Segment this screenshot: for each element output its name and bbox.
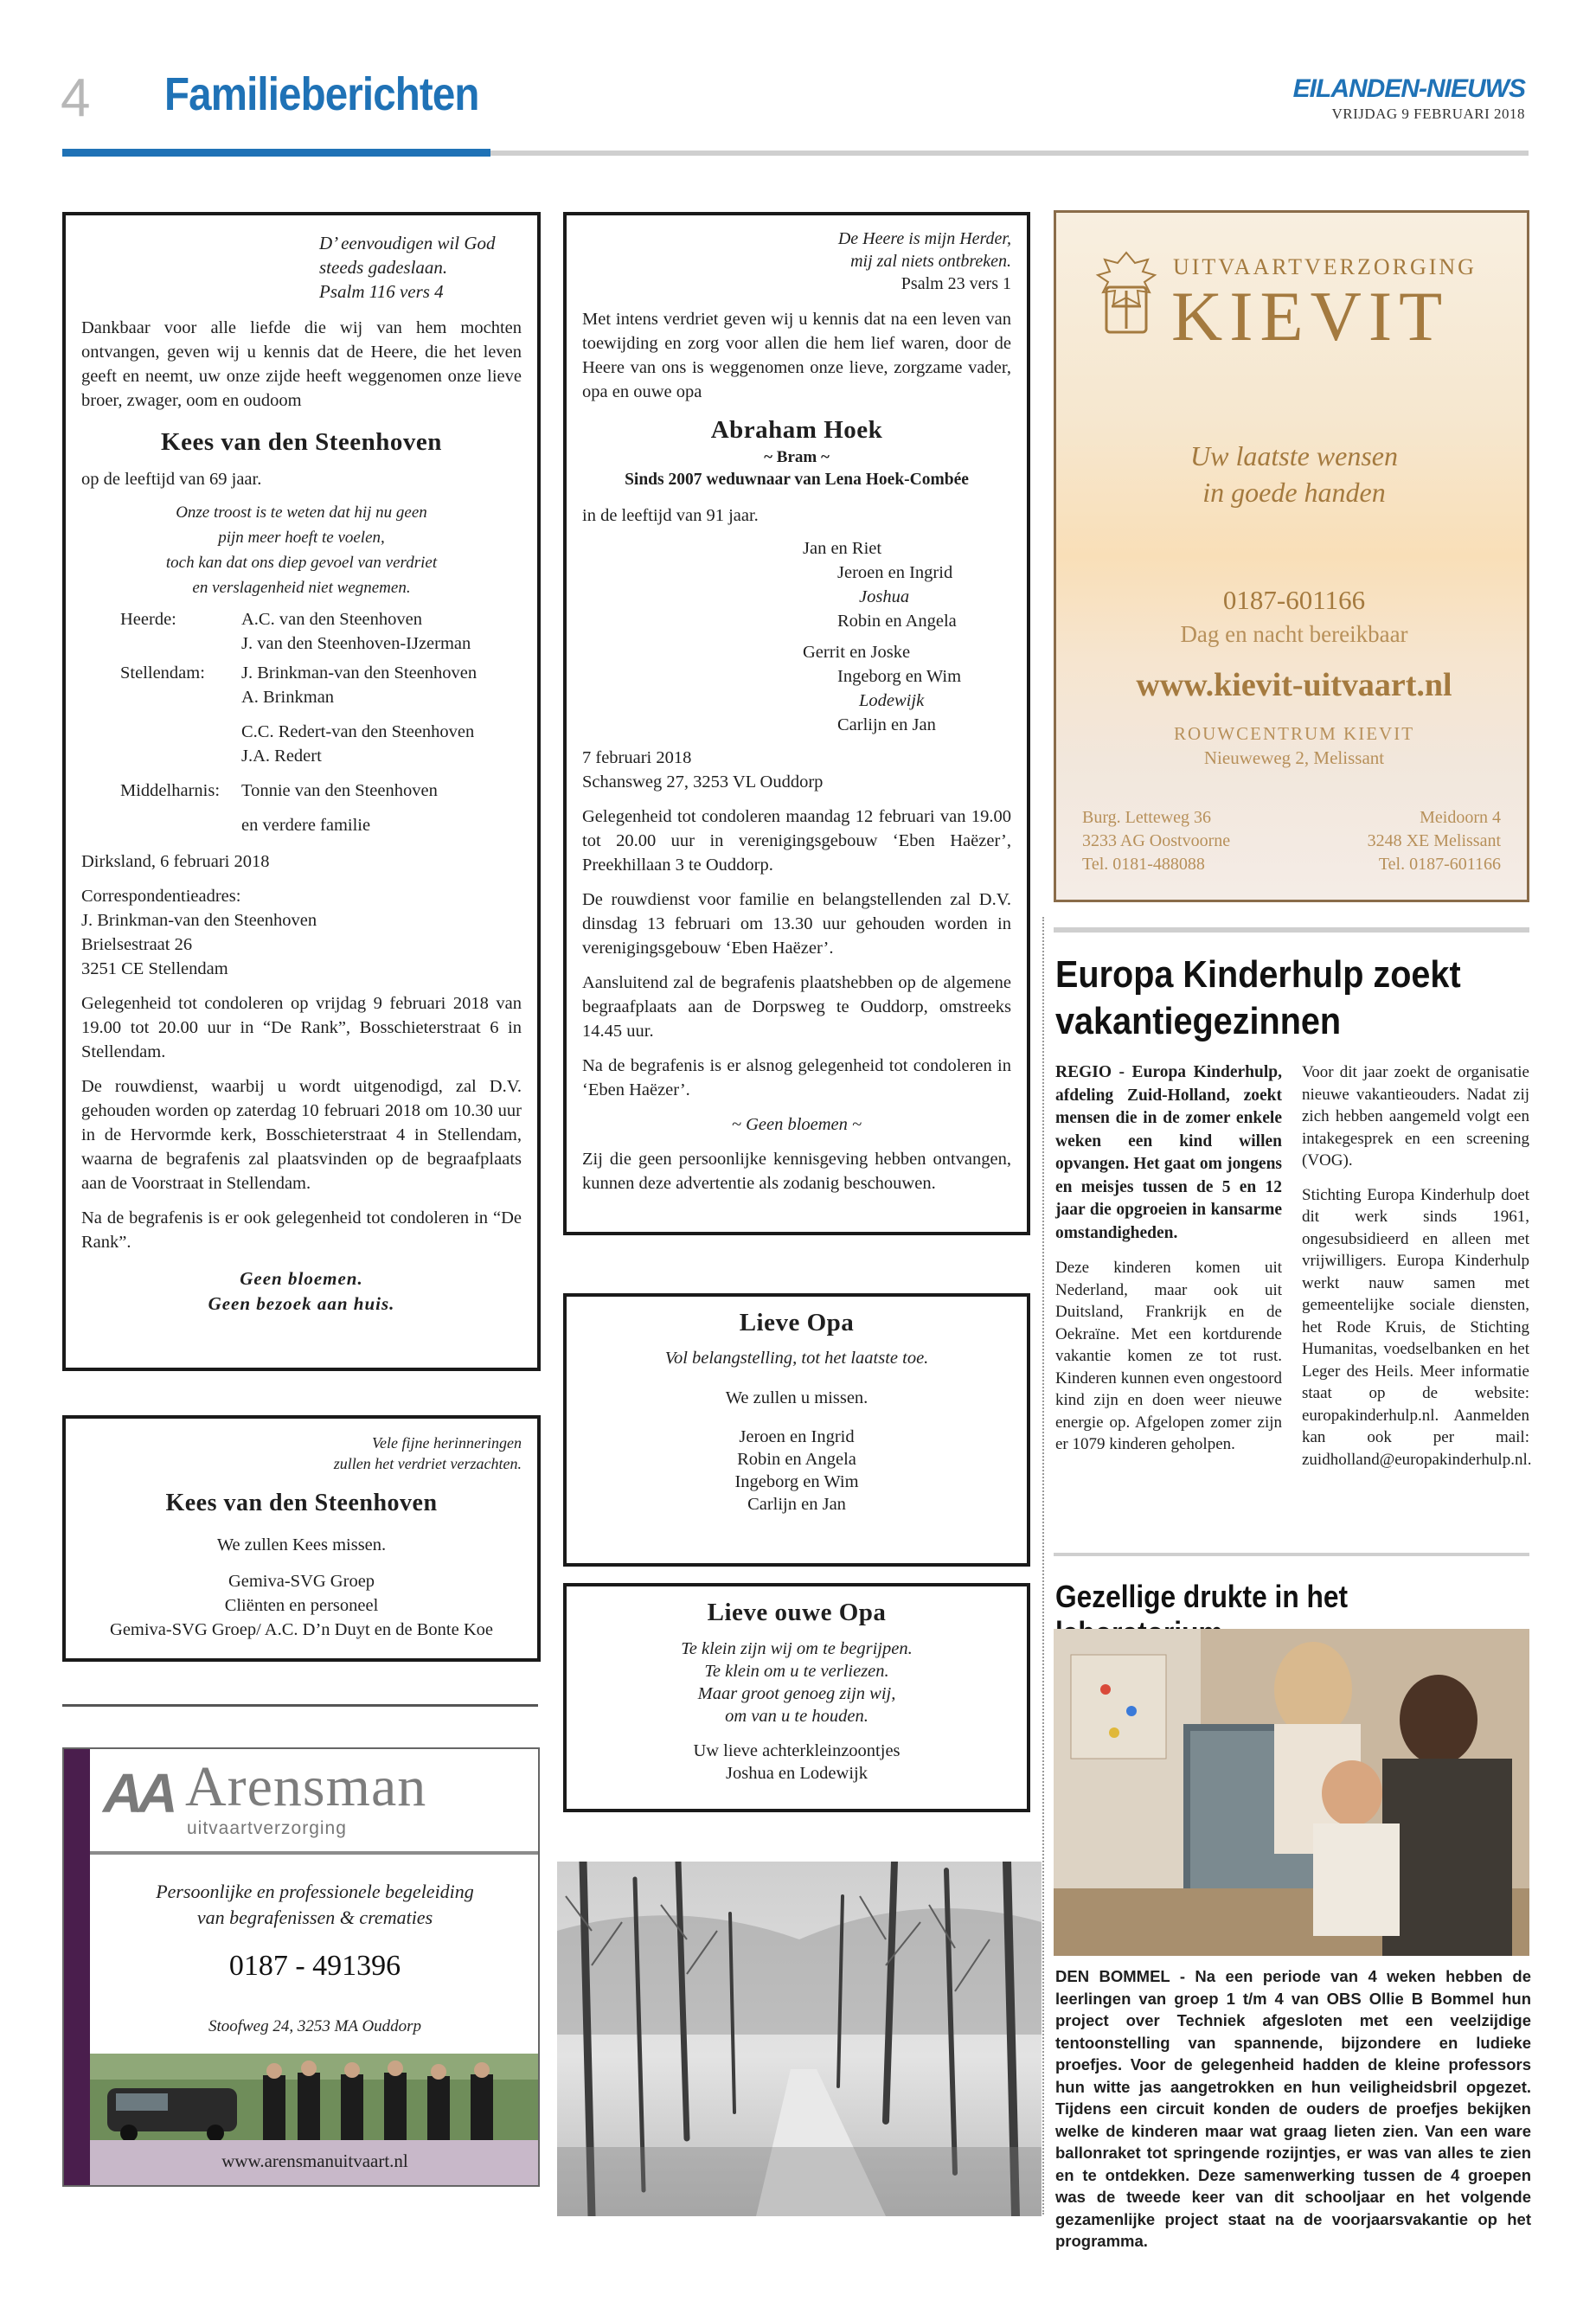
condolence-notice-gemiva (62, 1415, 541, 1662)
kievit-advertisement (1054, 210, 1529, 902)
poem-line: Maar groot genoeg zijn wij, (697, 1684, 896, 1703)
family-name: Carlijn en Jan (837, 715, 936, 734)
deceased-age: op de leeftijd van 69 jaar. (81, 470, 262, 489)
deceased-name: Abraham Hoek (710, 416, 883, 444)
article-column-left (1055, 1061, 1282, 1456)
notice-signatories (81, 1569, 522, 1642)
signatory-line: Ingeborg en Wim (734, 1472, 859, 1491)
article-paragraph: Stichting Europa Kinderhulp doet dit werk sinds 1961, ongesubsidieerd en alleen met vrijwilligers. Europa Kinderhulp werkt nauw samen met gemeentelijke sociale diensten, het Rode Kruis, de Stichting Humanitas, voedselbanken en het Leger des Heils. Meer informatie staat op de website: europakinderhulp.nl. Aanmelden kan ook per mail: zuidholland@europakinderhulp.nl. (1302, 1185, 1532, 1469)
family-name: A.C. van den Steenhoven (241, 610, 422, 629)
notice-verse (582, 228, 1011, 295)
verse-line: D’ eenvoudigen wil God (319, 233, 496, 253)
headline-line: Europa Kinderhulp zoekt (1055, 953, 1461, 996)
newspaper-logo: EILANDEN-NIEUWS (1292, 74, 1525, 103)
family-list (582, 536, 1011, 737)
arensman-name: Arensman (185, 1755, 427, 1818)
section-title: Familieberichten (164, 68, 479, 120)
verse-line: mij zal niets ontbreken. (850, 252, 1011, 271)
place-date: Dirksland, 6 februari 2018 (81, 852, 270, 871)
signatory-line: Joshua en Lodewijk (726, 1764, 868, 1783)
tribute-title: Lieve Opa (739, 1309, 855, 1336)
family-name: C.C. Redert-van den Steenhoven (241, 722, 475, 741)
signatory-line: Gemiva-SVG Groep (228, 1572, 375, 1591)
arensman-sub: uitvaartverzorging (187, 1818, 347, 1838)
kievit-name: KIEVIT (1171, 277, 1450, 356)
family-name: Jeroen en Ingrid (837, 563, 953, 582)
arensman-tagline (90, 1879, 540, 1931)
address-line: Correspondentieadres: (81, 887, 241, 906)
address-line: Tel. 0181-488088 (1082, 855, 1205, 874)
deceased-name: Kees van den Steenhoven (165, 1490, 438, 1516)
address-line: Meidoorn 4 (1420, 808, 1501, 827)
header-rule (490, 151, 1529, 156)
article-headline: Gezellige drukte in het (1055, 1579, 1349, 1614)
signatory-line: Carlijn en Jan (747, 1495, 846, 1514)
page-number: 4 (61, 68, 91, 128)
service-info: De rouwdienst, waarbij u wordt uitgenodigd, zal D.V. gehouden worden op zaterdag 10 februari 2018 om 10.30 uur in de Hervormde kerk, Bosschieterstraat 4 in Stellendam, waarna de begrafenis zal plaatsvinden op de begraafplaats aan de Voorstraat in Stellendam. (81, 1077, 522, 1193)
family-place: Stellendam: (120, 663, 205, 683)
condolence-info: Gelegenheid tot condoleren maandag 12 februari van 19.00 tot 20.00 uur in verenigingsgebouw ‘Eben Haëzer’, Preekhillaan 3 te Ouddorp. (582, 807, 1011, 875)
photo-caption: DEN BOMMEL - Na een periode van 4 weken hebben de leerlingen van groep 1 t/m 4 van OBS Ollie B Bommel hun project over Techniek afgesloten met een veelzijdige tentoonstelling van spannende, bijzondere en ludieke proefjes. Voor de gelegenheid hadden de kleine professors hun witte jas aangetrokken en hun veiligheidsbril opgezet. Tijdens een circuit konden de ouders de proefjes bekijken welke de kinderen maar wat graag lieten zien. Van een ware ballonraket tot springende rozijntjes, er was van alles te zien en te ontdekken. Deze samenwerking tussen de 4 groepen was de tweede keer van dit schooljaar en het volgende gezamenlijke project staat na de voorjaarsvakantie op het programma. (1055, 1967, 1531, 2250)
tribute-lieve-opa (563, 1293, 1030, 1567)
miss-text: We zullen Kees missen. (216, 1535, 387, 1554)
signatory-line: Cliënten en personeel (224, 1596, 379, 1615)
closing-remark: Zij die geen persoonlijke kennisgeving hebben ontvangen, kunnen deze advertentie als zodanig beschouwen. (582, 1150, 1011, 1193)
address-line: Brielsestraat 26 (81, 935, 193, 954)
comfort-line: pijn meer hoeft te voelen, (218, 529, 385, 547)
family-name: en verdere familie (241, 816, 371, 835)
column-separator (1042, 917, 1044, 2214)
headline-line: vakantiegezinnen (1055, 1000, 1342, 1042)
family-name: Jan en Riet (803, 539, 882, 558)
burial-info: Aansluitend zal de begrafenis plaatshebben op de algemene begraafplaats aan de Dorpsweg te Ouddorp, omstreeks 14.45 uur. (582, 973, 1011, 1041)
ad-side-bar (64, 1749, 90, 2185)
kievit-website[interactable]: www.kievit-uitvaart.nl (1136, 667, 1452, 703)
comfort-line: toch kan dat ons diep gevoel van verdriet (165, 554, 438, 572)
article-column-right (1302, 1061, 1532, 1471)
comfort-verse (81, 500, 522, 600)
family-name: Joshua (859, 587, 910, 606)
arensman-phone: 0187 - 491396 (228, 1950, 401, 1982)
notice-intro: Dankbaar voor alle liefde die wij van hem mochten ontvangen, geven wij u kennis dat de Heere, die het leven geeft en neemt, uw onze zijde heeft weggenomen onze lieve broer, zwager, oom en oudoom (81, 318, 522, 410)
family-name: Tonnie van den Steenhoven (241, 781, 438, 800)
verse-line: De Heere is mijn Herder, (837, 229, 1011, 248)
address-line: 3251 CE Stellendam (81, 959, 228, 978)
home-address: Schansweg 27, 3253 VL Ouddorp (582, 772, 824, 792)
family-name: J. Brinkman-van den Steenhoven (241, 663, 478, 683)
address-line: Tel. 0187-601166 (1378, 855, 1501, 874)
family-name: Gerrit en Joske (803, 643, 911, 662)
issue-date: VRIJDAG 9 FEBRUARI 2018 (1331, 106, 1525, 122)
tribute-signatories (582, 1740, 1011, 1785)
family-name: A. Brinkman (241, 688, 335, 707)
arensman-address: Stoofweg 24, 3253 MA Ouddorp (208, 2017, 422, 2035)
family-place: Heerde: (120, 610, 176, 629)
address-line: 3233 AG Oostvoorne (1082, 831, 1231, 850)
notice-verse (81, 1433, 522, 1474)
signatory-line: Robin en Angela (737, 1450, 856, 1469)
miss-text: We zullen u missen. (725, 1388, 869, 1407)
condolence-info: Gelegenheid tot condoleren op vrijdag 9 februari 2018 van 19.00 tot 20.00 uur in “De Rank”, Bosschieterstraat 6 in Stellendam. (81, 994, 522, 1061)
deceased-age: in de leeftijd van 91 jaar. (582, 506, 759, 525)
family-name: Robin en Angela (837, 612, 957, 631)
comfort-line: en verslagenheid niet wegnemen. (192, 579, 411, 597)
after-burial-info: Na de begrafenis is er alsnog gelegenheid tot condoleren in ‘Eben Haëzer’. (582, 1056, 1011, 1099)
deceased-nickname: ~ Bram ~ (764, 448, 830, 466)
article-paragraph: Voor dit jaar zoekt de organisatie nieuwe vakantieouders. Nadat zij zich hebben aangemeld volgt een intakegesprek en een screening (VOG). (1302, 1063, 1529, 1170)
arensman-advertisement (62, 1747, 540, 2187)
address-line: J. Brinkman-van den Steenhoven (81, 911, 317, 930)
family-list (81, 607, 522, 837)
verse-ref: Psalm 23 vers 1 (901, 274, 1011, 293)
tribute-title: Lieve ouwe Opa (707, 1599, 887, 1626)
address-line: 3248 XE Melissant (1367, 831, 1501, 850)
tagline-line: in goede handen (1202, 477, 1386, 508)
tribute-lieve-ouwe-opa (563, 1583, 1030, 1812)
arensman-photo (90, 2054, 540, 2140)
verse-line: zullen het verdriet verzachten. (333, 1455, 522, 1472)
poem-line: Te klein zijn wij om te begrijpen. (681, 1639, 913, 1658)
kievit-address-right (1368, 806, 1501, 876)
kievit-address-left (1082, 806, 1230, 876)
article-paragraph: Deze kinderen komen uit Nederland, maar ook uit Duitsland, Frankrijk en de Oekraïne. Met een kortdurende vakantie komen ze tot rust. Kinderen kunnen even ongestoord kind zijn en doen weer nieuwe energie op. Afgelopen zomer zijn er 1079 kinderen geholpen. (1055, 1259, 1282, 1453)
tribute-subtitle: Vol belangstelling, tot het laatste toe. (664, 1349, 929, 1368)
after-burial-info: Na de begrafenis is er ook gelegenheid tot condoleren in “De Rank”. (81, 1208, 522, 1252)
poem-line: om van u te houden. (725, 1707, 869, 1726)
ad-divider (90, 1851, 540, 1855)
forest-photo (557, 1862, 1042, 2216)
service-info: De rouwdienst voor familie en belangstellenden zal D.V. dinsdag 13 februari om 13.30 uur gehouden worden in verenigingsgebouw ‘Eben Haëzer’. (582, 890, 1011, 958)
tagline-line: van begrafenissen & crematies (196, 1907, 433, 1928)
article-rule (1054, 1553, 1529, 1556)
ad-rule (62, 1704, 538, 1707)
notice-intro: Met intens verdriet geven wij u kennis dat na een leven van toewijding en zorg voor allen die hem lief waren, door de Heere van ons is weggenomen onze lieve, zorgzame vader, opa en ouwe opa (582, 310, 1011, 401)
deceased-name: Kees van den Steenhoven (161, 428, 442, 456)
article-rule (1054, 927, 1529, 933)
poem-line: Te klein om u te verliezen. (704, 1662, 889, 1681)
notice-date: 7 februari 2018 (582, 748, 692, 767)
closing-line: Geen bloemen. (240, 1268, 363, 1289)
death-notice-kees (62, 212, 541, 1371)
kievit-tagline (1056, 438, 1529, 510)
family-name: J.A. Redert (241, 747, 322, 766)
no-flowers: ~ Geen bloemen ~ (731, 1115, 862, 1134)
kievit-centre-address: Nieuweweg 2, Melissant (1203, 747, 1385, 768)
kievit-centre: ROUWCENTRUM KIEVIT (1173, 723, 1415, 744)
family-name: Lodewijk (859, 691, 925, 710)
arensman-logo-mark: AA (103, 1762, 173, 1824)
article-lead: REGIO - Europa Kinderhulp, afdeling Zuid-Holland, zoekt mensen die in de zomer enkele weken een kind willen opvangen. Het gaat om jongens en meisjes tussen de 5 en 12 jaar die opgroeien in kansarme omstandigheden. (1055, 1063, 1282, 1242)
notice-verse (319, 231, 522, 304)
family-name: Ingeborg en Wim (837, 667, 962, 686)
family-place: Middelharnis: (120, 781, 221, 800)
family-name: J. van den Steenhoven-IJzerman (241, 634, 471, 653)
family-place (120, 720, 241, 768)
verse-line: Vele fijne herinneringen (372, 1434, 522, 1452)
kievit-crest-icon (1087, 247, 1165, 343)
widower-line: Sinds 2007 weduwnaar van Lena Hoek-Combée (625, 471, 969, 489)
tribute-poem (582, 1638, 1011, 1727)
verse-line: steeds gadeslaan. (319, 257, 448, 278)
verse-ref: Psalm 116 vers 4 (319, 281, 444, 302)
tagline-line: Uw laatste wensen (1190, 440, 1398, 471)
article-headline (1055, 952, 1491, 1045)
closing-remarks (81, 1266, 522, 1317)
tribute-signatories (582, 1426, 1011, 1516)
correspondence-address (81, 884, 522, 981)
signatory-line: Jeroen en Ingrid (739, 1427, 855, 1446)
header-rule-accent (62, 149, 490, 157)
closing-line: Geen bezoek aan huis. (208, 1293, 395, 1314)
death-notice-abraham (563, 212, 1030, 1235)
comfort-line: Onze troost is te weten dat hij nu geen (176, 503, 427, 522)
kievit-phone: 0187-601166 (1222, 585, 1366, 615)
arensman-website[interactable]: www.arensmanuitvaart.nl (221, 2150, 408, 2171)
tagline-line: Persoonlijke en professionele begeleiding (156, 1881, 474, 1902)
address-line: Burg. Letteweg 36 (1082, 808, 1212, 827)
lab-photo (1054, 1629, 1529, 1956)
family-place (120, 813, 241, 837)
signatory-line: Gemiva-SVG Groep/ A.C. D’n Duyt en de Bonte Koe (110, 1620, 493, 1639)
kievit-kicker: UITVAARTVERZORGING (1173, 254, 1477, 279)
signatory-line: Uw lieve achterkleinzoontjes (693, 1741, 901, 1760)
kievit-availability: Dag en nacht bereikbaar (1180, 621, 1408, 647)
